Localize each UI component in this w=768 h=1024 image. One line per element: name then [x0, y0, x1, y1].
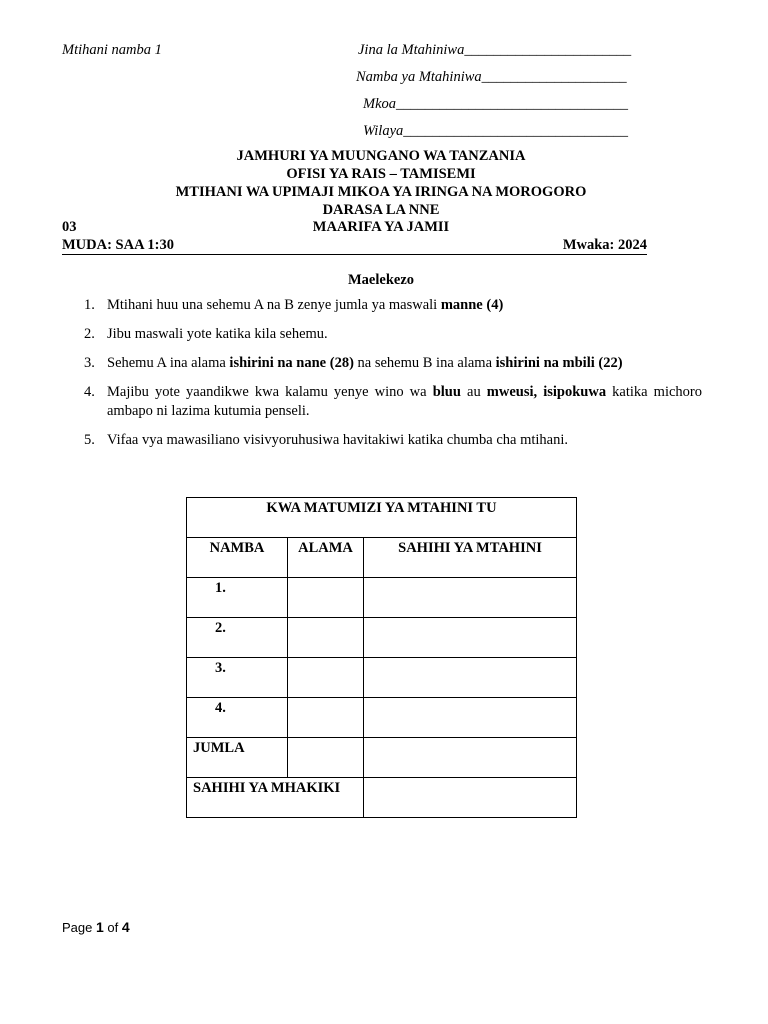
candidate-name-field[interactable]	[358, 42, 631, 59]
instruction-bold: manne (4)	[440, 297, 504, 313]
signature-cell[interactable]	[364, 698, 577, 738]
instruction-item	[62, 296, 702, 315]
instruction-bold: ishirini na mbili (22)	[495, 355, 623, 371]
instruction-text: Majibu yote yaandikwe kwa kalamu yenye wino wa	[107, 384, 433, 400]
signature-cell[interactable]	[364, 618, 577, 658]
header-namba: NAMBA	[187, 538, 288, 578]
instruction-number: 3.	[84, 355, 95, 371]
duration-text: MUDA: SAA 1:30	[62, 237, 174, 253]
checker-label: SAHIHI YA MHAKIKI	[187, 778, 364, 818]
total-signature-cell[interactable]	[364, 738, 577, 778]
page-footer	[62, 919, 130, 935]
table-row	[187, 578, 577, 618]
exam-number: Mtihani namba 1	[62, 42, 162, 58]
instruction-item	[62, 325, 702, 344]
instruction-text: na sehemu B ina alama	[353, 355, 496, 371]
title-line-class: DARASA LA NNE	[322, 202, 440, 218]
title-line-exam: MTIHANI WA UPIMAJI MIKOA YA IRINGA NA MOROGORO	[175, 184, 587, 200]
total-label: JUMLA	[187, 738, 288, 778]
instruction-bold: bluu	[432, 384, 461, 400]
instructions-list	[62, 296, 702, 460]
candidate-name-label: Jina la Mtahiniwa	[358, 42, 465, 58]
candidate-number-label: Namba ya Mtahiniwa	[356, 69, 482, 85]
instruction-number: 1.	[84, 297, 95, 313]
duration-row	[62, 237, 647, 255]
instruction-item	[62, 383, 702, 421]
table-row	[187, 698, 577, 738]
question-number: 1.	[187, 578, 288, 618]
region-blank: ________________________________	[396, 96, 629, 112]
total-row	[187, 738, 577, 778]
page-word: Page	[62, 920, 93, 935]
signature-cell[interactable]	[364, 578, 577, 618]
region-field[interactable]	[363, 96, 628, 113]
subject-name: MAARIFA YA JAMII	[312, 219, 450, 235]
table-row	[187, 658, 577, 698]
page-total: 4	[121, 919, 130, 935]
table-row	[187, 618, 577, 658]
header-sahihi: SAHIHI YA MTAHINI	[364, 538, 577, 578]
instructions-heading: Maelekezo	[347, 272, 415, 288]
instruction-item	[62, 431, 702, 450]
district-blank: _______________________________	[403, 123, 629, 139]
checker-row	[187, 778, 577, 818]
candidate-number-blank: ____________________	[481, 69, 627, 85]
question-number: 4.	[187, 698, 288, 738]
instruction-text: Sehemu A ina alama	[107, 355, 230, 371]
title-line-office: OFISI YA RAIS – TAMISEMI	[286, 166, 476, 182]
instruction-text: katika michoro ambapo ni lazima kutumia penseli.	[107, 384, 702, 419]
question-number: 3.	[187, 658, 288, 698]
exam-title-block	[62, 147, 700, 219]
marks-cell[interactable]	[288, 698, 364, 738]
candidate-name-blank: _______________________	[464, 42, 632, 58]
checker-signature-cell[interactable]	[364, 778, 577, 818]
district-field[interactable]	[363, 123, 628, 140]
signature-cell[interactable]	[364, 658, 577, 698]
page-number: 1	[96, 919, 104, 935]
subject-code: 03	[62, 219, 77, 235]
header-alama: ALAMA	[288, 538, 364, 578]
instruction-text: Mtihani huu una sehemu A na B zenye jumla ya maswali	[107, 297, 441, 313]
instruction-number: 2.	[84, 326, 95, 342]
instruction-bold: ishirini na nane (28)	[229, 355, 354, 371]
candidate-number-field[interactable]	[356, 69, 627, 86]
instruction-item	[62, 354, 702, 373]
instruction-text: Jibu maswali yote katika kila sehemu.	[107, 326, 328, 342]
title-line-republic: JAMHURI YA MUUNGANO WA TANZANIA	[236, 148, 526, 164]
instruction-number: 4.	[84, 384, 95, 400]
table-header-row	[187, 538, 577, 578]
marks-cell[interactable]	[288, 578, 364, 618]
region-label: Mkoa	[363, 96, 397, 112]
table-title: KWA MATUMIZI YA MTAHINI TU	[187, 498, 577, 538]
marks-cell[interactable]	[288, 618, 364, 658]
total-marks-cell[interactable]	[288, 738, 364, 778]
marks-cell[interactable]	[288, 658, 364, 698]
instruction-bold: mweusi, isipokuwa	[486, 384, 607, 400]
question-number: 2.	[187, 618, 288, 658]
marks-table	[186, 497, 577, 818]
instruction-text: Vifaa vya mawasiliano visivyoruhusiwa havitakiwi katika chumba cha mtihani.	[107, 432, 568, 448]
year-text: Mwaka: 2024	[562, 237, 647, 253]
instruction-number: 5.	[84, 432, 95, 448]
instruction-text: au	[460, 384, 487, 400]
table-title-row	[187, 498, 577, 538]
district-label: Wilaya	[363, 123, 404, 139]
of-word: of	[107, 920, 119, 935]
